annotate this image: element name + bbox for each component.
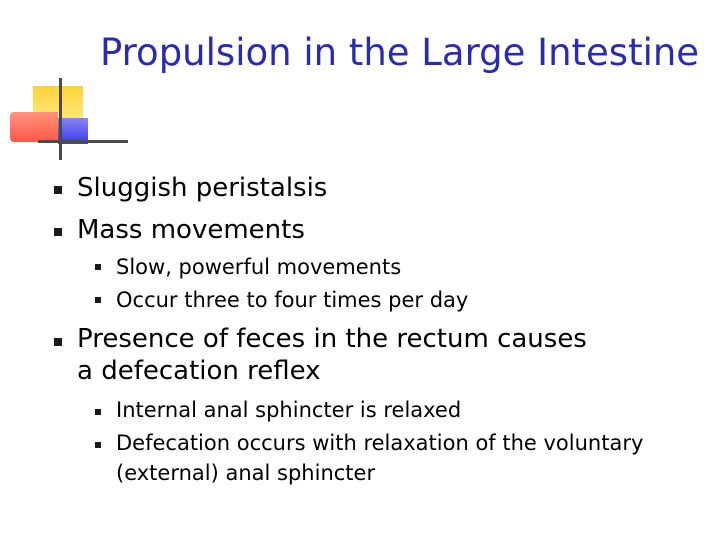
sub-bullet-text: Occur three to four times per day bbox=[116, 288, 469, 312]
sub-bullet-text: Internal anal sphincter is relaxed bbox=[116, 398, 462, 422]
sub-bullet-text: Slow, powerful movements bbox=[116, 255, 402, 279]
square-bullet-icon bbox=[95, 297, 101, 303]
bullet-text: Presence of feces in the rectum causes a defecation reflex bbox=[77, 324, 587, 386]
bullet-text: Mass movements bbox=[77, 215, 305, 245]
bullet-text: Sluggish peristalsis bbox=[77, 173, 328, 203]
square-bullet-icon bbox=[95, 409, 101, 415]
sub-bullet-text: Defecation occurs with relaxation of the voluntary (external) anal sphincter bbox=[116, 431, 644, 485]
square-bullet-icon bbox=[54, 228, 62, 236]
square-bullet-icon bbox=[95, 264, 101, 270]
square-bullet-icon bbox=[54, 338, 62, 346]
slide-title: Propulsion in the Large Intestine bbox=[100, 31, 700, 74]
square-bullet-icon bbox=[54, 186, 62, 194]
square-bullet-icon bbox=[95, 442, 101, 448]
